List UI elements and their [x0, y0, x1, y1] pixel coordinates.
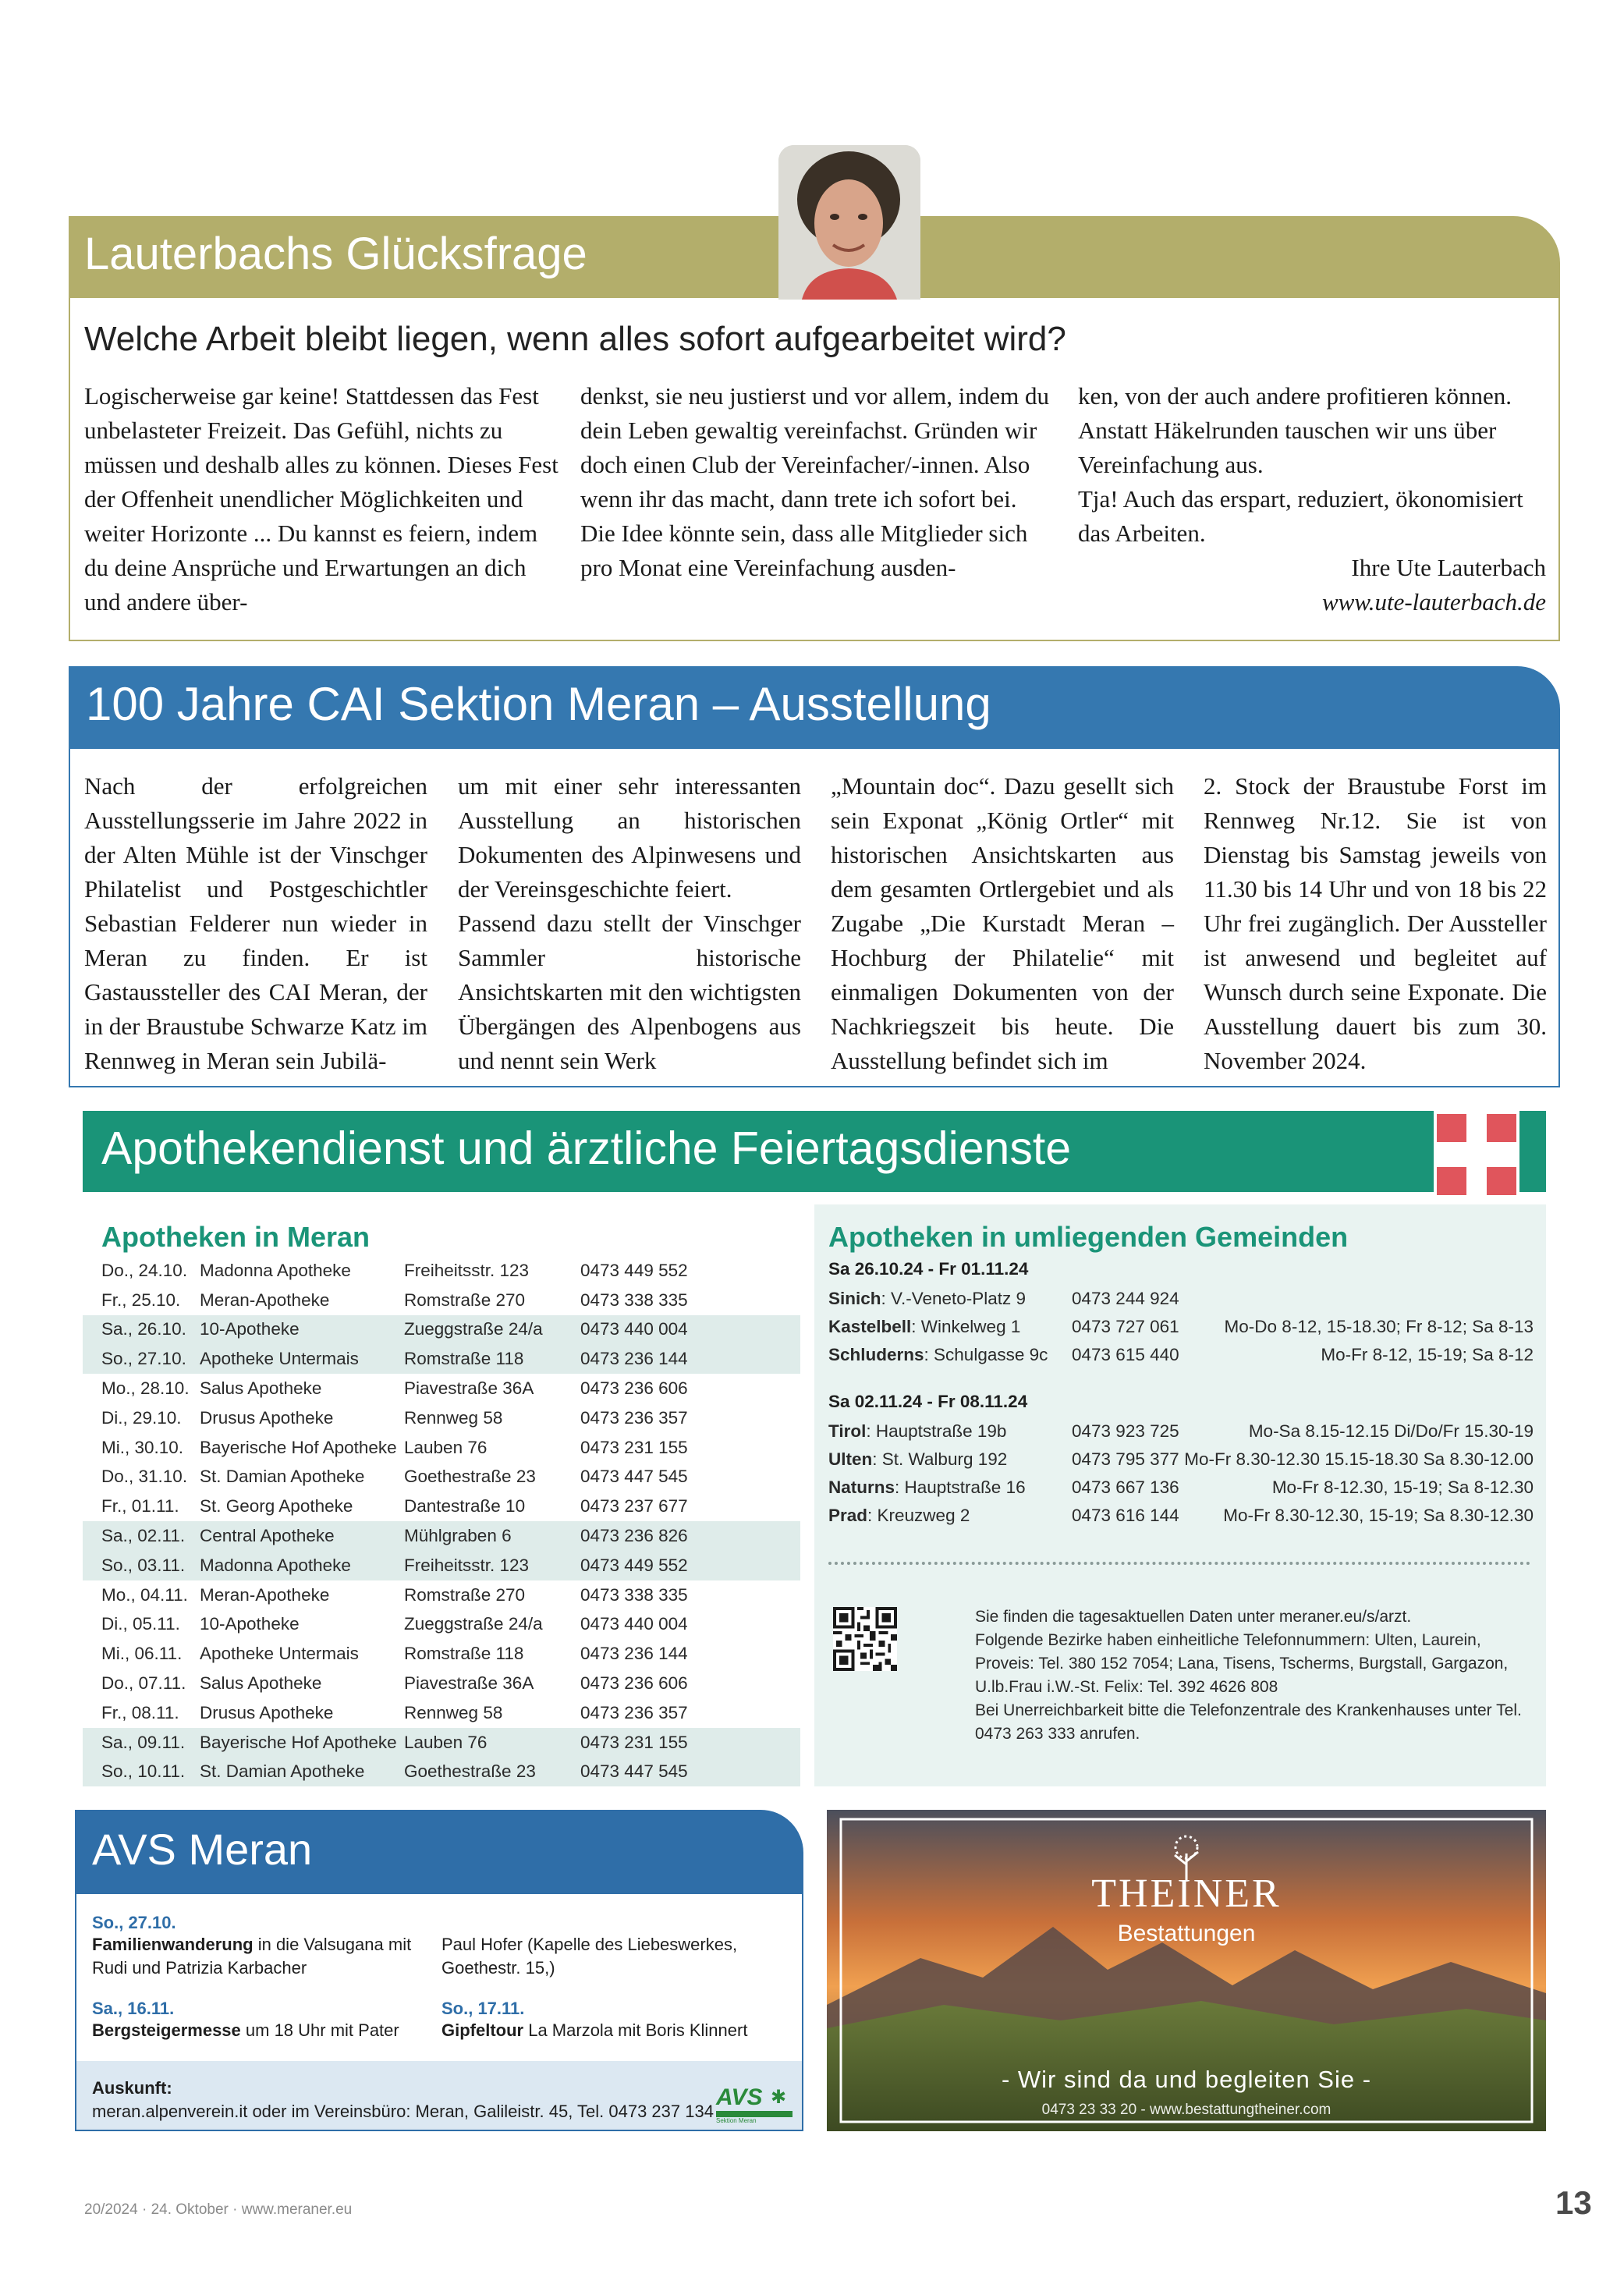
pharmacy-phone: 0473 727 061	[1072, 1317, 1179, 1336]
phone-cell: 0473 231 155	[580, 1437, 688, 1457]
table-row	[83, 1639, 800, 1669]
regional-pharmacy-row	[828, 1478, 1026, 1498]
regional-pharmacy-row	[828, 1317, 1020, 1337]
table-row	[83, 1286, 800, 1315]
phone-cell: 0473 236 357	[580, 1407, 688, 1428]
period-label: Sa 26.10.24 - Fr 01.11.24	[828, 1259, 1029, 1279]
ad-brand-name: THEINER	[1091, 1871, 1282, 1916]
regional-pharmacy-row	[828, 1289, 1026, 1309]
date-cell: So., 10.11.	[101, 1761, 186, 1782]
paragraph: „Mountain doc“. Dazu gesellt sich sein Exponat „König Ortler“ mit historischen Ansichtskarten aus dem gesamten Ortlergebiet und als Zugabe „Die Kurstadt Meran – Hochburg der Philatelie“ mit einmaligen Dokumenten von der Nachkriegszeit bis heute. Die Ausstellung befindet sich im	[831, 772, 1174, 1074]
portrait-image	[778, 145, 920, 300]
table-row	[83, 1374, 800, 1403]
opening-hours: Mo-Fr 8.30-12.30, 15-19; Sa 8.30-12.30	[1223, 1506, 1534, 1525]
cai-title: 100 Jahre CAI Sektion Meran – Ausstellung	[86, 678, 991, 730]
paragraph: Passend dazu stellt der Vinschger Sammler historische Ansichtskarten mit den wichtigsten Übergängen des Alpenbogens aus und nennt sein Werk	[458, 910, 801, 1074]
phone-cell: 0473 338 335	[580, 1289, 688, 1310]
event-name: Bergsteigermesse	[92, 2020, 241, 2040]
ad-slogan: - Wir sind da und begleiten Sie -	[1001, 2066, 1372, 2093]
table-row	[83, 1758, 800, 1787]
pharmacy-name-cell: Bayerische Hof Apotheke	[200, 1732, 397, 1752]
pharmacy-phone: 0473 615 440	[1072, 1345, 1179, 1364]
opening-hours: Mo-Fr 8-12, 15-19; Sa 8-12	[1321, 1345, 1534, 1364]
qr-code-icon[interactable]	[833, 1607, 897, 1671]
date-cell: Fr., 25.10.	[101, 1289, 181, 1310]
pharmacy-name-cell: Apotheke Untermais	[200, 1644, 359, 1664]
date-cell: Di., 29.10.	[101, 1407, 182, 1428]
edelweiss-icon: ✱	[771, 2087, 787, 2108]
pharmacy-address: : Schulgasse 9c	[924, 1345, 1048, 1364]
gluecksfrage-column-3	[1078, 379, 1546, 619]
date-cell: Mo., 04.11.	[101, 1584, 188, 1605]
phone-cell: 0473 236 144	[580, 1349, 688, 1369]
avs-logo-text: AVS	[716, 2084, 763, 2110]
town-name: Prad	[828, 1506, 868, 1525]
phone-cell: 0473 338 335	[580, 1584, 688, 1605]
paragraph: ken, von der auch andere profitieren können. Anstatt Häkelrunden tauschen wir uns über Vereinfachung aus.	[1078, 382, 1512, 478]
phone-cell: 0473 236 144	[580, 1644, 688, 1664]
regional-pharmacy-row	[828, 1421, 1006, 1442]
address-cell: Mühlgraben 6	[404, 1526, 512, 1546]
phone-cell: 0473 236 606	[580, 1378, 688, 1399]
table-row	[83, 1610, 800, 1640]
info-line: Bei Unerreichbarkeit bitte die Telefonzentrale des Krankenhauses unter Tel. 0473 263 333 anrufen.	[975, 1701, 1522, 1743]
town-name: Tirol	[828, 1421, 867, 1441]
address-cell: Freiheitsstr. 123	[404, 1260, 530, 1280]
table-row	[83, 1698, 800, 1728]
pharmacy-name-cell: St. Damian Apotheke	[200, 1467, 365, 1487]
pharmacy-name-cell: 10-Apotheke	[200, 1319, 300, 1339]
paragraph: denkst, sie neu justierst und vor allem, indem du dein Leben gewaltig vereinfachst. Gründen wir doch einen Club der Vereinfacher/-innen. Also wenn ihr das macht, dann trete ich sofort bei.	[580, 382, 1049, 513]
pharmacy-name-cell: St. Georg Apotheke	[200, 1496, 353, 1517]
gluecksfrage-column-2	[580, 379, 1052, 585]
table-row	[83, 1344, 800, 1374]
date-cell: Do., 31.10.	[101, 1467, 188, 1487]
ad-contact: 0473 23 33 20 - www.bestattungtheiner.com	[1041, 2102, 1331, 2118]
author-portrait	[778, 145, 920, 300]
town-name: Kastelbell	[828, 1317, 912, 1336]
table-row	[83, 1492, 800, 1521]
auskunft-contact: meran.alpenverein.it oder im Vereinsbüro: Meran, Galileistr. 45, Tel. 0473 237 134	[92, 2102, 714, 2121]
pharmacy-phone: 0473 795 377	[1072, 1449, 1179, 1469]
address-cell: Romstraße 118	[404, 1644, 524, 1664]
table-row	[83, 1256, 800, 1286]
event-description	[92, 1933, 420, 1980]
pharmacy-name-cell: Central Apotheke	[200, 1526, 335, 1546]
cai-column-3	[831, 769, 1174, 1078]
pharmacy-name-cell: Salus Apotheke	[200, 1673, 322, 1694]
paragraph: um mit einer sehr interessanten Ausstellung an historischen Dokumenten des Alpinwesens und der Vereinsgeschichte feiert.	[458, 772, 801, 903]
avs-title: AVS Meran	[92, 1825, 313, 1874]
pharmacy-phone: 0473 616 144	[1072, 1506, 1179, 1525]
cai-column-4	[1204, 769, 1547, 1078]
meran-pharmacy-table	[83, 1256, 800, 1786]
date-cell: Mi., 30.10.	[101, 1437, 184, 1457]
table-row	[83, 1551, 800, 1580]
apotheken-title: Apothekendienst und ärztliche Feiertagsdienste	[101, 1123, 1072, 1174]
phone-cell: 0473 440 004	[580, 1614, 688, 1634]
date-cell: Di., 05.11.	[101, 1614, 180, 1634]
date-cell: Do., 07.11.	[101, 1673, 186, 1694]
pharmacy-address: : Winkelweg 1	[911, 1317, 1021, 1336]
date-cell: Sa., 26.10.	[101, 1319, 186, 1339]
address-cell: Zueggstraße 24/a	[404, 1319, 543, 1339]
paragraph: Die Idee könnte sein, dass alle Mitglieder sich pro Monat eine Vereinfachung ausden-	[580, 520, 1028, 581]
date-cell: Fr., 08.11.	[101, 1702, 179, 1722]
address-cell: Romstraße 118	[404, 1349, 524, 1369]
pharmacy-name-cell: Drusus Apotheke	[200, 1702, 334, 1722]
address-cell: Rennweg 58	[404, 1702, 503, 1722]
pharmacy-address: : Kreuzweg 2	[867, 1506, 970, 1525]
table-row	[83, 1669, 800, 1698]
regional-pharmacies-heading: Apotheken in umliegenden Gemeinden	[828, 1221, 1349, 1253]
phone-cell: 0473 236 826	[580, 1526, 688, 1546]
signature: Ihre Ute Lauterbach	[1351, 554, 1546, 581]
table-row	[83, 1315, 800, 1345]
town-name: Sinich	[828, 1289, 881, 1308]
event-date: So., 17.11.	[441, 1999, 525, 2018]
event-date: So., 27.10.	[92, 1913, 176, 1932]
phone-cell: 0473 236 606	[580, 1673, 688, 1694]
avs-logo-subtitle: Sektion Meran	[716, 2117, 757, 2124]
info-line: Folgende Bezirke haben einheitliche Telefonnummern: Ulten, Laurein, Proveis: Tel. 380 152 7054; Lana, Tisens, Tscherms, Burgstall, Gargazon, U.lb.Frau i.W.-St. Felix: Tel. 392 4626 808	[975, 1631, 1509, 1696]
pharmacy-address: : Hauptstraße 19b	[866, 1421, 1007, 1441]
pharmacy-name-cell: Apotheke Untermais	[200, 1349, 359, 1369]
pharmacy-address: : Hauptstraße 16	[895, 1478, 1026, 1497]
address-cell: Goethestraße 23	[404, 1761, 536, 1782]
event-description: Paul Hofer (Kapelle des Liebeswerkes, Goethestr. 15,)	[441, 1935, 738, 1978]
event-date: Sa., 16.11.	[92, 1999, 175, 2018]
paragraph: Nach der erfolgreichen Ausstellungsserie im Jahre 2022 in der Alten Mühle ist der Vinschger Philatelist und Postgeschichtler Sebastian Felderer nun wieder in Meran zu finden. Er ist Gastaussteller des CAI Meran, der in der Braustube Schwarze Katz im Rennweg in Meran sein Jubilä-	[84, 772, 427, 1074]
date-cell: Sa., 02.11.	[101, 1526, 186, 1546]
pharmacy-name-cell: Madonna Apotheke	[200, 1260, 351, 1280]
date-cell: Do., 24.10.	[101, 1260, 188, 1280]
date-cell: Mi., 06.11.	[101, 1644, 183, 1664]
auskunft-label: Auskunft:	[92, 2078, 172, 2098]
pharmacy-address: : St. Walburg 192	[872, 1449, 1008, 1469]
opening-hours: Mo-Do 8-12, 15-18.30; Fr 8-12; Sa 8-13	[1224, 1317, 1534, 1336]
town-name: Ulten	[828, 1449, 873, 1469]
gluecksfrage-title: Lauterbachs Glücksfrage	[84, 229, 587, 279]
table-row	[83, 1580, 800, 1610]
author-website-link[interactable]: www.ute-lauterbach.de	[1322, 588, 1546, 615]
gluecksfrage-column-1	[84, 379, 560, 619]
ad-brand-subtitle: Bestattungen	[1117, 1921, 1256, 1946]
event-detail: in die Valsugana mit Rudi und Patrizia Karbacher	[92, 1935, 412, 1978]
address-cell: Lauben 76	[404, 1437, 488, 1457]
event-description	[441, 2019, 785, 2042]
period-label: Sa 02.11.24 - Fr 08.11.24	[828, 1392, 1028, 1411]
pharmacy-phone: 0473 667 136	[1072, 1478, 1179, 1497]
pharmacy-phone: 0473 244 924	[1072, 1289, 1179, 1308]
event-detail: La Marzola mit Boris Klinnert	[523, 2020, 748, 2040]
table-row	[83, 1463, 800, 1492]
paragraph: Logischerweise gar keine! Stattdessen das Fest unbelasteter Freizeit. Das Gefühl, nichts zu müssen und deshalb alles zu können. Dieses Fest der Offenheit unendlicher Möglichkeiten und weiter Horizonte ... Du kannst es feiern, indem du deine Ansprüche und Erwartungen an dich und andere über-	[84, 382, 558, 615]
gluecksfrage-question: Welche Arbeit bleibt liegen, wenn alles sofort aufgearbeitet wird?	[84, 320, 1066, 358]
meran-pharmacies-heading: Apotheken in Meran	[101, 1221, 371, 1253]
paragraph: 2. Stock der Braustube Forst im Rennweg Nr.12. Sie ist von Dienstag bis Samstag jeweils von 11.30 bis 14 Uhr und von 18 bis 22 Uhr frei zugänglich. Der Aussteller ist anwesend und begleitet auf Wunsch durch seine Exponate. Die Ausstellung dauert bis zum 30. November 2024.	[1204, 772, 1547, 1074]
address-cell: Piavestraße 36A	[404, 1378, 534, 1399]
date-cell: So., 03.11.	[101, 1555, 186, 1575]
date-cell: So., 27.10.	[101, 1349, 186, 1369]
issue-info: 20/2024 · 24. Oktober · www.meraner.eu	[84, 2201, 353, 2218]
pharmacy-name-cell: Madonna Apotheke	[200, 1555, 351, 1575]
pharmacy-phone: 0473 923 725	[1072, 1421, 1179, 1441]
address-cell: Romstraße 270	[404, 1289, 526, 1310]
pharmacy-name-cell: Drusus Apotheke	[200, 1407, 334, 1428]
event-name: Gipfeltour	[441, 2020, 524, 2040]
phone-cell: 0473 237 677	[580, 1496, 688, 1517]
avs-logo	[716, 2086, 794, 2123]
opening-hours: Mo-Sa 8.15-12.15 Di/Do/Fr 15.30-19	[1248, 1421, 1534, 1441]
regional-pharmacy-row	[828, 1345, 1048, 1365]
pharmacy-name-cell: Bayerische Hof Apotheke	[200, 1437, 397, 1457]
address-cell: Freiheitsstr. 123	[404, 1555, 530, 1575]
phone-cell: 0473 449 552	[580, 1555, 688, 1575]
address-cell: Dantestraße 10	[404, 1496, 526, 1517]
event-name: Familienwanderung	[92, 1935, 254, 1954]
address-cell: Rennweg 58	[404, 1407, 503, 1428]
table-row	[83, 1403, 800, 1433]
pharmacy-name-cell: St. Damian Apotheke	[200, 1761, 365, 1782]
address-cell: Romstraße 270	[404, 1584, 526, 1605]
phone-cell: 0473 447 545	[580, 1761, 688, 1782]
address-cell: Piavestraße 36A	[404, 1673, 534, 1694]
phone-cell: 0473 236 357	[580, 1702, 688, 1722]
pharmacy-name-cell: Meran-Apotheke	[200, 1584, 330, 1605]
cai-column-2	[458, 769, 801, 1078]
town-name: Naturns	[828, 1478, 895, 1497]
regional-pharmacy-row	[828, 1506, 970, 1526]
swiss-cross-icon	[1434, 1111, 1519, 1198]
paragraph: Tja! Auch das erspart, reduziert, ökonomisiert das Arbeiten.	[1078, 485, 1523, 547]
pharmacy-name-cell: Salus Apotheke	[200, 1378, 322, 1399]
pharmacy-address: : V.-Veneto-Platz 9	[881, 1289, 1027, 1308]
avs-logo-bar	[716, 2111, 792, 2117]
event-description	[92, 2019, 427, 2042]
info-line: Sie finden die tagesaktuellen Daten unter meraner.eu/s/arzt.	[975, 1608, 1412, 1626]
cai-column-1	[84, 769, 427, 1078]
opening-hours: Mo-Fr 8.30-12.30 15.15-18.30 Sa 8.30-12.00	[1184, 1449, 1534, 1469]
event-detail: um 18 Uhr mit Pater	[240, 2020, 399, 2040]
phone-cell: 0473 440 004	[580, 1319, 688, 1339]
dotted-divider	[828, 1562, 1530, 1565]
page-number: 13	[1555, 2184, 1592, 2221]
table-row	[83, 1521, 800, 1551]
pharmacy-name-cell: 10-Apotheke	[200, 1614, 300, 1634]
phone-cell: 0473 447 545	[580, 1467, 688, 1487]
phone-cell: 0473 449 552	[580, 1260, 688, 1280]
address-cell: Zueggstraße 24/a	[404, 1614, 543, 1634]
phone-cell: 0473 231 155	[580, 1732, 688, 1752]
pharmacy-name-cell: Meran-Apotheke	[200, 1289, 330, 1310]
table-row	[83, 1728, 800, 1758]
opening-hours: Mo-Fr 8-12.30, 15-19; Sa 8-12.30	[1271, 1478, 1534, 1497]
address-cell: Lauben 76	[404, 1732, 488, 1752]
town-name: Schluderns	[828, 1345, 924, 1364]
table-row	[83, 1433, 800, 1463]
date-cell: Mo., 28.10.	[101, 1378, 190, 1399]
pharmacy-info-text	[975, 1605, 1537, 1746]
address-cell: Goethestraße 23	[404, 1467, 536, 1487]
regional-pharmacy-row	[828, 1449, 1007, 1470]
date-cell: Sa., 09.11.	[101, 1732, 186, 1752]
date-cell: Fr., 01.11.	[101, 1496, 179, 1517]
